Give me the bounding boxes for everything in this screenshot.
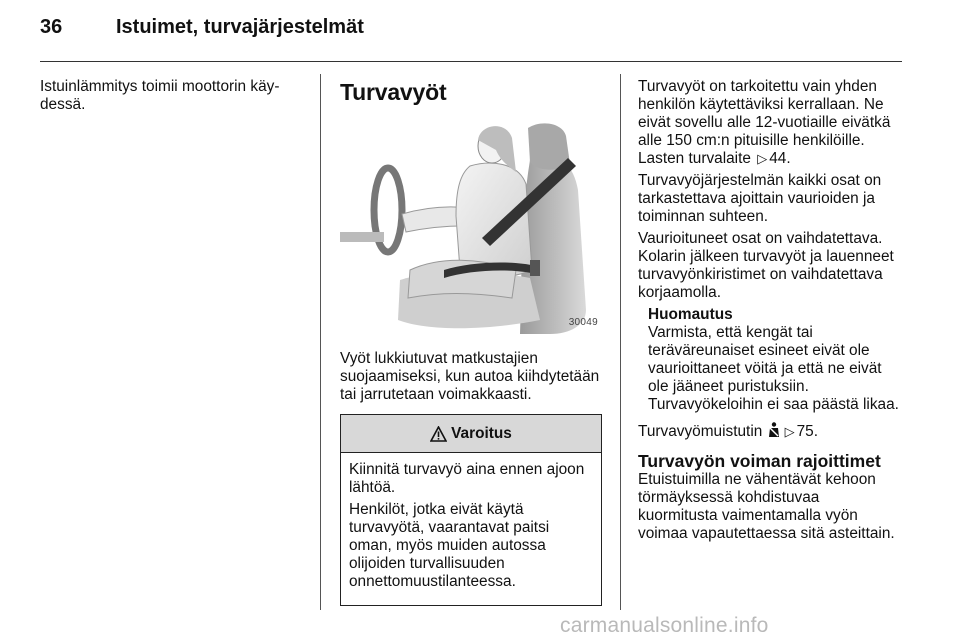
warning-text-1: Kiinnitä turvavyö aina ennen ajoon lähtöä. bbox=[349, 461, 585, 496]
warning-text-2: Henkilöt, jotka eivät käytä turvavyötä, vaarantavat paitsi oman, myös muiden autossa olijoiden turvallisuuden onnettomuustilanteessa. bbox=[349, 501, 550, 590]
reminder-page-link[interactable]: 75. bbox=[796, 423, 818, 440]
warning-title: Varoitus bbox=[451, 424, 512, 442]
cross-reference-icon: ▷ bbox=[784, 424, 795, 439]
seat-heating-text: Istuinlämmitys toimii moottorin käy-dessä. bbox=[40, 78, 280, 113]
warning-header bbox=[341, 415, 601, 453]
page-title: Istuimet, turvajärjestelmät bbox=[116, 16, 364, 38]
page-number: 36 bbox=[40, 16, 63, 38]
note-block bbox=[648, 306, 902, 414]
replacement-text: Vaurioituneet osat on vaihdatettava. Kolarin jälkeen turvavyöt ja lauenneet turvavyönkiristimet on vaihdatettava korjaamolla. bbox=[638, 230, 894, 301]
child-restraint-page-link[interactable]: 44. bbox=[769, 150, 791, 167]
column-3 bbox=[638, 78, 902, 547]
force-limiter-text: Etuistuimilla ne vähentävät kehoon törmäyksessä kohdistuvaa kuormitusta vaimentamalla vyön voimaa vapautettaessa sitä asteittain. bbox=[638, 471, 895, 542]
belt-reminder-line bbox=[638, 422, 902, 441]
belt-usage-body: Turvavyöt on tarkoitettu vain yhden henkilön käytettäviksi kerrallaan. Ne eivät sovellu alle 12-vuotiaille eivätkä alle 150 cm:n pituisille henkilöille. Lasten turvalaite bbox=[638, 78, 891, 167]
belt-reminder-text: Turvavyömuistutin bbox=[638, 423, 763, 440]
figure-number: 30049 bbox=[568, 317, 598, 328]
note-text: Varmista, että kengät tai teräväreunaiset esineet eivät ole vaurioittaneet vöitä ja että ne eivät ole jääneet puristuksiin. Turvavyökeloihin ei saa päästä likaa. bbox=[648, 324, 899, 413]
warning-triangle-icon bbox=[430, 426, 447, 442]
inspection-text: Turvavyöjärjestelmän kaikki osat on tarkastettava ajoittain vaurioiden ja toiminnan suhteen. bbox=[638, 172, 882, 225]
section-title-seat-belts: Turvavyöt bbox=[340, 79, 447, 105]
column-2 bbox=[340, 78, 602, 606]
column-divider-1 bbox=[320, 74, 321, 610]
column-divider-2 bbox=[620, 74, 621, 610]
seatbelt-illustration bbox=[340, 120, 602, 336]
driver-with-seatbelt-image bbox=[340, 120, 602, 336]
column-1 bbox=[40, 78, 310, 118]
belt-usage-text bbox=[638, 78, 902, 168]
subheading-force-limiters: Turvavyön voiman rajoittimet bbox=[638, 451, 881, 471]
warning-body bbox=[341, 453, 601, 605]
note-title: Huomautus bbox=[648, 306, 733, 323]
seatbelt-intro-text: Vyöt lukkiutuvat matkustajien suojaamiseksi, kun autoa kiihdytetään tai jarrutetaan voimakkaasti. bbox=[340, 350, 600, 403]
seatbelt-reminder-icon bbox=[767, 422, 781, 438]
header-rule bbox=[40, 61, 902, 62]
warning-box bbox=[340, 414, 602, 606]
watermark: carmanualsonline.info bbox=[560, 614, 769, 637]
cross-reference-icon: ▷ bbox=[757, 151, 768, 166]
